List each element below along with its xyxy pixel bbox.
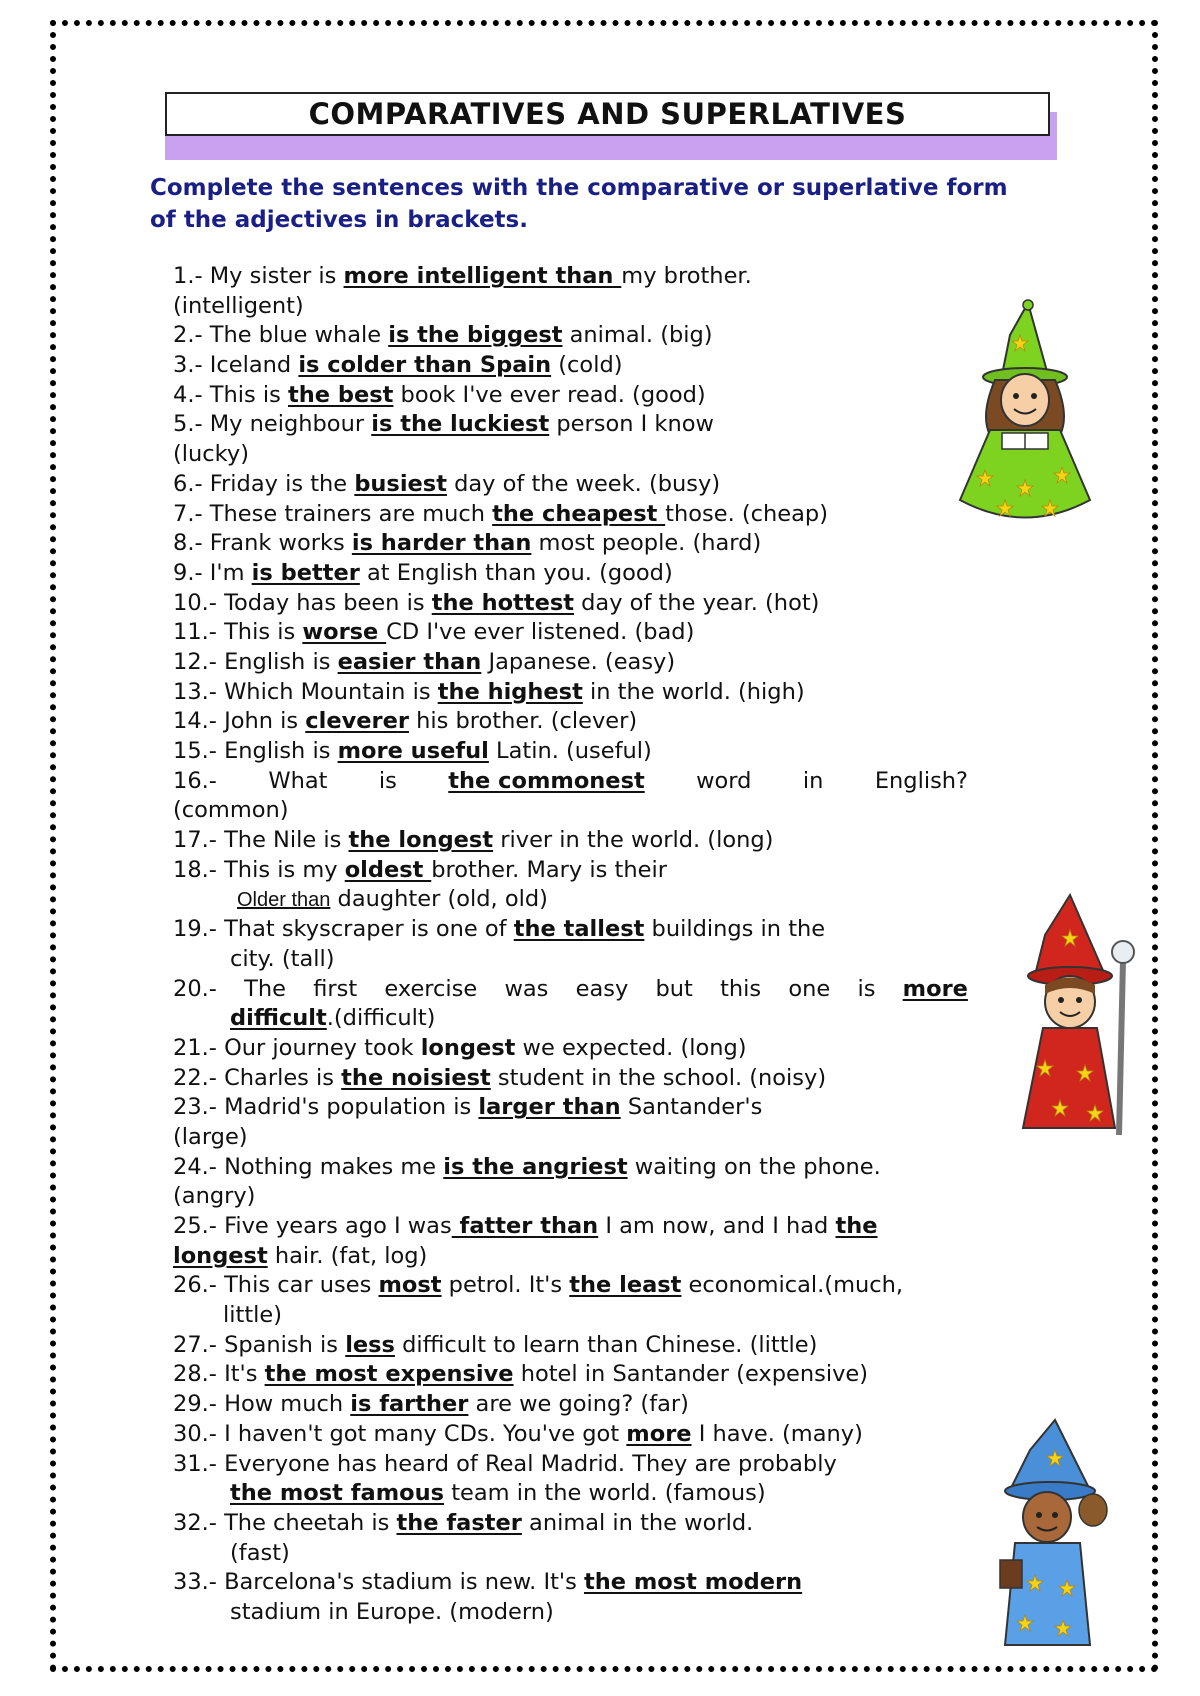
answer-6: busiest [354, 470, 447, 497]
answer-11: worse [302, 619, 387, 646]
exercise-31-cont: the most famous team in the world. (famous) [230, 1480, 766, 1507]
exercise-6: 6.- Friday is the busiest day of the week. (busy) [173, 470, 721, 497]
answer-5: is the luckiest [371, 411, 550, 438]
exercise-24-cont: (angry) [173, 1183, 256, 1210]
exercise-10: 10.- Today has been is the hottest day of the year. (hot) [173, 589, 820, 616]
page-title: COMPARATIVES AND SUPERLATIVES [308, 97, 907, 131]
exercise-18: 18.- This is my oldest brother. Mary is their [173, 856, 667, 883]
exercise-24: 24.- Nothing makes me is the angriest waiting on the phone. [173, 1153, 881, 1180]
answer-28: the most expensive [264, 1361, 514, 1388]
exercise-33: 33.- Barcelona's stadium is new. It's the most modern [173, 1569, 803, 1596]
exercise-9: 9.- I'm is better at English than you. (good) [173, 559, 673, 586]
answer-4: the best [288, 381, 394, 408]
answer-13: the highest [437, 678, 583, 705]
answer-14: cleverer [305, 708, 409, 735]
exercise-8: 8.- Frank works is harder than most people. (hard) [173, 530, 762, 557]
exercise-16: 16.- What is the commonest word in English? [173, 767, 968, 797]
answer-26b: the least [569, 1272, 682, 1299]
exercise-30: 30.- I haven't got many CDs. You've got more I have. (many) [173, 1420, 863, 1447]
answer-12: easier than [337, 648, 482, 675]
answer-8: is harder than [351, 530, 532, 557]
answer-33: the most modern [583, 1569, 803, 1596]
answer-23: larger than [478, 1094, 621, 1121]
exercise-21: 21.- Our journey took longest we expected. (long) [173, 1034, 747, 1061]
exercise-26-cont: little) [223, 1302, 283, 1329]
blue-wizard-illustration [985, 1415, 1120, 1655]
exercise-25: 25.- Five years ago I was fatter than I am now, and I had the [173, 1213, 878, 1239]
answer-19: the tallest [513, 916, 645, 943]
exercise-19: 19.- That skyscraper is one of the tallest buildings in the [173, 916, 826, 943]
exercise-12: 12.- English is easier than Japanese. (easy) [173, 648, 676, 675]
answer-20: more [902, 975, 968, 1002]
answer-16: the commonest [448, 767, 645, 794]
answer-2: is the biggest [388, 322, 563, 349]
exercise-3: 3.- Iceland is colder than Spain (cold) [173, 352, 623, 379]
exercise-28: 28.- It's the most expensive hotel in Santander (expensive) [173, 1361, 869, 1388]
exercise-20: 20.- The first exercise was easy but this one is more [173, 975, 968, 1005]
answer-7: the cheapest [492, 500, 666, 527]
exercise-29: 29.- How much is farther are we going? (far) [173, 1391, 689, 1418]
answer-3: is colder than Spain [298, 352, 552, 379]
exercise-16-cont: (common) [173, 797, 289, 824]
answer-30: more [626, 1420, 692, 1447]
answer-29: is farther [350, 1391, 469, 1418]
exercise-15: 15.- English is more useful Latin. (useful) [173, 738, 652, 764]
green-wizard-illustration [950, 295, 1100, 535]
exercise-22: 22.- Charles is the noisiest student in the school. (noisy) [173, 1064, 827, 1091]
answer-10: the hottest [431, 589, 574, 616]
answer-9: is better [251, 559, 360, 586]
answer-18: oldest [344, 856, 432, 883]
red-wizard-illustration [1015, 890, 1145, 1140]
exercise-20-cont: difficult.(difficult) [230, 1005, 436, 1032]
exercise-23: 23.- Madrid's population is larger than Santander's [173, 1094, 763, 1121]
exercise-25-cont: longest hair. (fat, log) [173, 1242, 428, 1269]
answer-15: more useful [337, 738, 489, 764]
exercise-5-cont: (lucky) [173, 441, 249, 468]
exercise-26: 26.- This car uses most petrol. It's the least economical.(much, [173, 1272, 904, 1299]
exercise-1: 1.- My sister is more intelligent than my brother. [173, 263, 752, 289]
answer-24: is the angriest [443, 1153, 628, 1180]
exercise-7: 7.- These trainers are much the cheapest those. (cheap) [173, 500, 828, 527]
exercise-27: 27.- Spanish is less difficult to learn than Chinese. (little) [173, 1331, 818, 1358]
answer-20b: difficult [230, 1005, 327, 1032]
exercise-5: 5.- My neighbour is the luckiest person I know [173, 411, 714, 438]
exercise-19-cont: city. (tall) [230, 945, 335, 972]
exercise-2: 2.- The blue whale is the biggest animal. (big) [173, 322, 713, 349]
answer-17: the longest [348, 827, 494, 854]
answer-18b: Older than [237, 889, 331, 912]
instructions: Complete the sentences with the comparative or superlative form of the adjectives in brackets. [150, 175, 1008, 233]
answer-25c: longest [173, 1242, 268, 1269]
exercise-31: 31.- Everyone has heard of Real Madrid. They are probably [173, 1450, 837, 1477]
exercise-23-cont: (large) [173, 1123, 248, 1150]
exercise-32-cont: (fast) [230, 1539, 290, 1566]
answer-21: longest [420, 1034, 516, 1061]
exercise-33-cont: stadium in Europe. (modern) [230, 1598, 554, 1625]
exercise-13: 13.- Which Mountain is the highest in the world. (high) [173, 678, 805, 705]
answer-27: less [345, 1331, 395, 1358]
answer-25b: the [835, 1213, 878, 1239]
answer-1: more intelligent than [343, 263, 622, 289]
exercise-18-cont: Older than daughter (old, old) [173, 885, 968, 915]
exercise-14: 14.- John is cleverer his brother. (clever) [173, 708, 638, 735]
answer-25: fatter than [451, 1213, 599, 1239]
exercise-11: 11.- This is worse CD I've ever listened. (bad) [173, 619, 695, 646]
answer-22: the noisiest [341, 1064, 491, 1091]
exercise-list [173, 262, 968, 1628]
exercise-4: 4.- This is the best book I've ever read. (good) [173, 381, 706, 408]
answer-31: the most famous [230, 1480, 445, 1507]
exercise-32: 32.- The cheetah is the faster animal in the world. [173, 1509, 754, 1536]
exercise-1-cont: (intelligent) [173, 292, 304, 319]
exercise-17: 17.- The Nile is the longest river in the world. (long) [173, 827, 774, 854]
answer-26: most [378, 1272, 442, 1299]
answer-32: the faster [396, 1509, 522, 1536]
